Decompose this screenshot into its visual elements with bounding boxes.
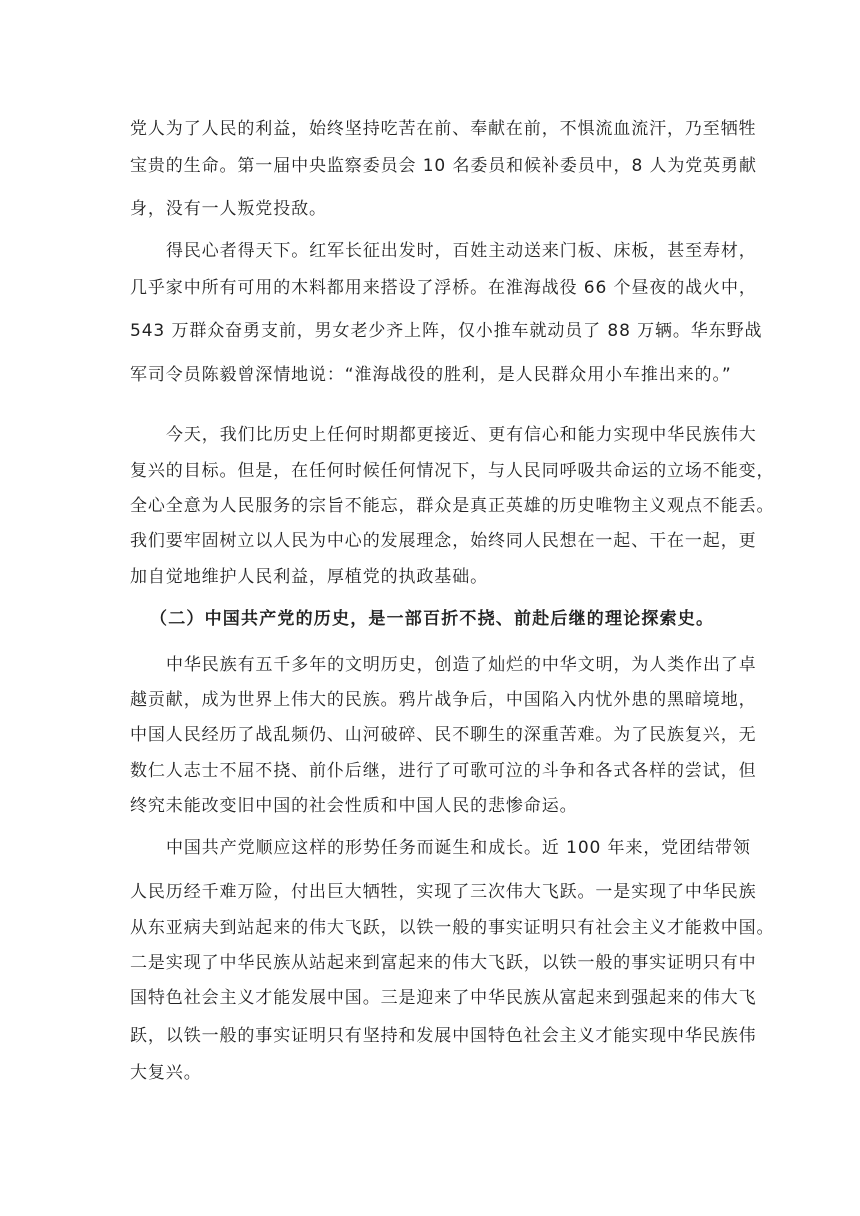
- paragraph-line: 几乎家中所有可用的木料都用来搭设了浮桥。在淮海战役 66 个昼夜的战火中，: [130, 278, 757, 298]
- paragraph-line: 身，没有一人叛党投敌。: [130, 199, 327, 219]
- paragraph-line: 今天，我们比历史上任何时期都更接近、更有信心和能力实现中华民族伟大: [166, 425, 757, 445]
- paragraph-line: 军司令员陈毅曾深情地说：“淮海战役的胜利，是人民群众用小车推出来的。”: [130, 365, 732, 385]
- paragraph-line: 得民心者得天下。红军长征出发时，百姓主动送来门板、床板，甚至寿材，: [166, 241, 757, 261]
- paragraph-line: 543 万群众奋勇支前，男女老少齐上阵，仅小推车就动员了 88 万辆。华东野战: [130, 321, 763, 341]
- section-heading: （二）中国共产党的历史，是一部百折不挠、前赴后继的理论探索史。: [150, 609, 715, 629]
- paragraph-line: 中国人民经历了战乱频仍、山河破碎、民不聊生的深重苦难。为了民族复兴，无: [130, 725, 757, 745]
- paragraph-line: 二是实现了中华民族从站起来到富起来的伟大飞跃，以铁一般的事实证明只有中: [130, 953, 757, 973]
- paragraph-line: 国特色社会主义才能发展中国。三是迎来了中华民族从富起来到强起来的伟大飞: [130, 988, 757, 1008]
- paragraph-line: 从东亚病夫到站起来的伟大飞跃，以铁一般的事实证明只有社会主义才能救中国。: [130, 918, 775, 938]
- paragraph-line: 复兴的目标。但是，在任何时候任何情况下，与人民同呼吸共命运的立场不能变，: [130, 461, 775, 481]
- paragraph-line: 跃，以铁一般的事实证明只有坚持和发展中国特色社会主义才能实现中华民族伟: [130, 1026, 757, 1046]
- paragraph-line: 党人为了人民的利益，始终坚持吃苦在前、奉献在前，不惧流血流汗，乃至牺牲: [130, 119, 757, 139]
- paragraph-line: 终究未能改变旧中国的社会性质和中国人民的悲惨命运。: [130, 796, 578, 816]
- paragraph-line: 宝贵的生命。第一届中央监察委员会 10 名委员和候补委员中，8 人为党英勇献: [130, 156, 757, 176]
- paragraph-line: 加自觉地维护人民利益，厚植党的执政基础。: [130, 567, 488, 587]
- paragraph-line: 大复兴。: [130, 1063, 202, 1083]
- paragraph-line: 全心全意为人民服务的宗旨不能忘，群众是真正英雄的历史唯物主义观点不能丢。: [130, 496, 775, 516]
- paragraph-line: 人民历经千难万险，付出巨大牺牲，实现了三次伟大飞跃。一是实现了中华民族: [130, 882, 757, 902]
- paragraph-line: 越贡献，成为世界上伟大的民族。鸦片战争后，中国陷入内忧外患的黑暗境地，: [130, 690, 757, 710]
- paragraph-line: 中国共产党顺应这样的形势任务而诞生和成长。近 100 年来，党团结带领: [166, 838, 751, 858]
- paragraph-line: 中华民族有五千多年的文明历史，创造了灿烂的中华文明，为人类作出了卓: [166, 655, 757, 675]
- paragraph-line: 我们要牢固树立以人民为中心的发展理念，始终同人民想在一起、干在一起，更: [130, 531, 757, 551]
- paragraph-line: 数仁人志士不屈不挠、前仆后继，进行了可歌可泣的斗争和各式各样的尝试，但: [130, 761, 757, 781]
